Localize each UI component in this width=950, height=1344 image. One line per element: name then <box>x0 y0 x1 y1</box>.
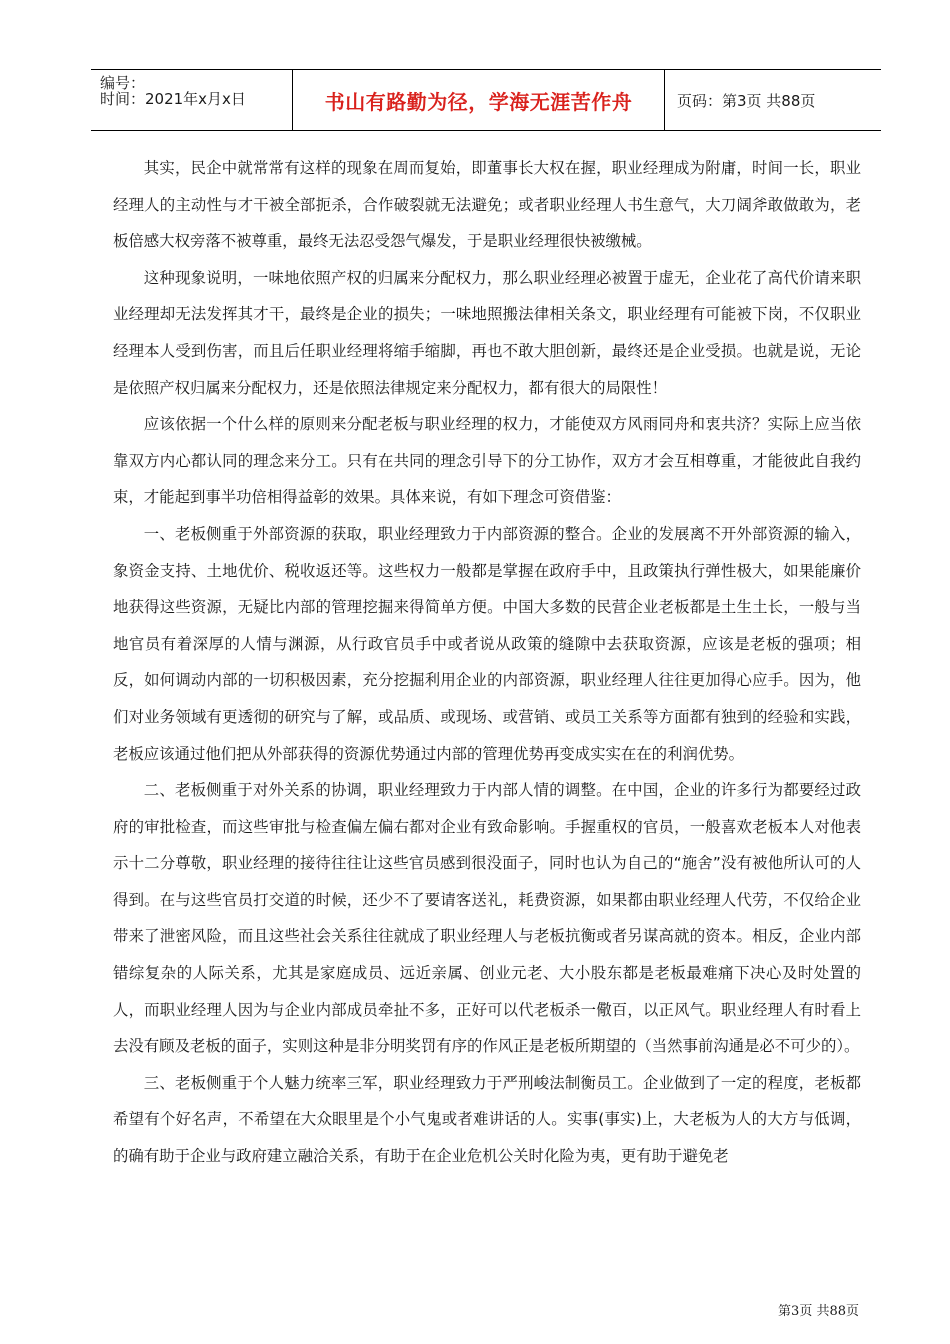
document-number-label: 编号： <box>100 74 146 92</box>
motto-text: 书山有路勤为径，学海无涯苦作舟 <box>324 89 633 114</box>
header-page-number: 页码：第3页 共88页 <box>677 91 816 110</box>
paragraph: 二、老板侧重于对外关系的协调，职业经理致力于内部人情的调整。在中国，企业的许多行为都要经过政府的审批检查，而这些审批与检查偏左偏右都对企业有致命影响。手握重权的官员，一般喜欢老板本人对他表示十二分尊敬，职业经理的接待往往让这些官员感到很没面子，同时也认为自己的“施舍”没有被他所认可的人得到。在与这些官员打交道的时候，还少不了要请客送礼，耗费资源，如果都由职业经理人代劳，不仅给企业带来了泄密风险，而且这些社会关系往往就成了职业经理人与老板抗衡或者另谋高就的资本。相反，企业内部错综复杂的人际关系，尤其是家庭成员、远近亲属、创业元老、大小股东都是老板最难痛下决心及时处置的人，而职业经理人因为与企业内部成员牵扯不多，正好可以代老板杀一儆百，以正风气。职业经理人有时看上去没有顾及老板的面子，实则这种是非分明奖罚有序的作风正是老板所期望的（当然事前沟通是必不可少的）。 <box>113 781 861 1056</box>
header-motto-cell <box>293 70 665 130</box>
footer-page-number: 第3页 共88页 <box>778 1304 859 1319</box>
header-page-cell <box>665 70 881 130</box>
document-time-label: 时间：2021年x月x日 <box>100 90 246 108</box>
paragraph: 这种现象说明，一味地依照产权的归属来分配权力，那么职业经理必被置于虚无，企业花了高代价请来职业经理却无法发挥其才干，最终是企业的损失；一味地照搬法律相关条文，职业经理有可能被下岗，不仅职业经理本人受到伤害，而且后任职业经理将缩手缩脚，再也不敢大胆创新，最终还是企业受损。也就是说，无论是依照产权归属来分配权力，还是依照法律规定来分配权力，都有很大的局限性！ <box>113 268 861 397</box>
document-body <box>113 150 861 1175</box>
paragraph: 其实，民企中就常常有这样的现象在周而复始，即董事长大权在握，职业经理成为附庸，时间一长，职业经理人的主动性与才干被全部扼杀，合作破裂就无法避免；或者职业经理人书生意气，大刀阔斧敢做敢为，老板倍感大权旁落不被尊重，最终无法忍受怨气爆发，于是职业经理很快被缴械。 <box>113 159 861 251</box>
page-header <box>91 69 881 131</box>
paragraph: 三、老板侧重于个人魅力统率三军，职业经理致力于严刑峻法制衡员工。企业做到了一定的程度，老板都希望有个好名声，不希望在大众眼里是个小气鬼或者难讲话的人。实事(事实)上，大老板为人的大方与低调，的确有助于企业与政府建立融洽关系，有助于在企业危机公关时化险为夷，更有助于避免老 <box>113 1073 861 1166</box>
paragraph: 应该依据一个什么样的原则来分配老板与职业经理的权力，才能使双方风雨同舟和衷共济？实际上应当依靠双方内心都认同的理念来分工。只有在共同的理念引导下的分工协作，双方才会互相尊重，才能彼此自我约束，才能起到事半功倍相得益彰的效果。具体来说，有如下理念可资借鉴： <box>113 415 861 507</box>
paragraph: 一、老板侧重于外部资源的获取，职业经理致力于内部资源的整合。企业的发展离不开外部资源的输入，象资金支持、土地优价、税收返还等。这些权力一般都是掌握在政府手中，且政策执行弹性极大，如果能廉价地获得这些资源，无疑比内部的管理挖掘来得简单方便。中国大多数的民营企业老板都是土生土长，一般与当地官员有着深厚的人情与渊源，从行政官员手中或者说从政策的缝隙中去获取资源，应该是老板的强项；相反，如何调动内部的一切积极因素，充分挖掘利用企业的内部资源，职业经理人往往更加得心应手。因为，他们对业务领域有更透彻的研究与了解，或品质、或现场、或营销、或员工关系等方面都有独到的经验和实践，老板应该通过他们把从外部获得的资源优势通过内部的管理优势再变成实实在在的利润优势。 <box>113 524 861 763</box>
header-meta-cell <box>91 70 293 130</box>
